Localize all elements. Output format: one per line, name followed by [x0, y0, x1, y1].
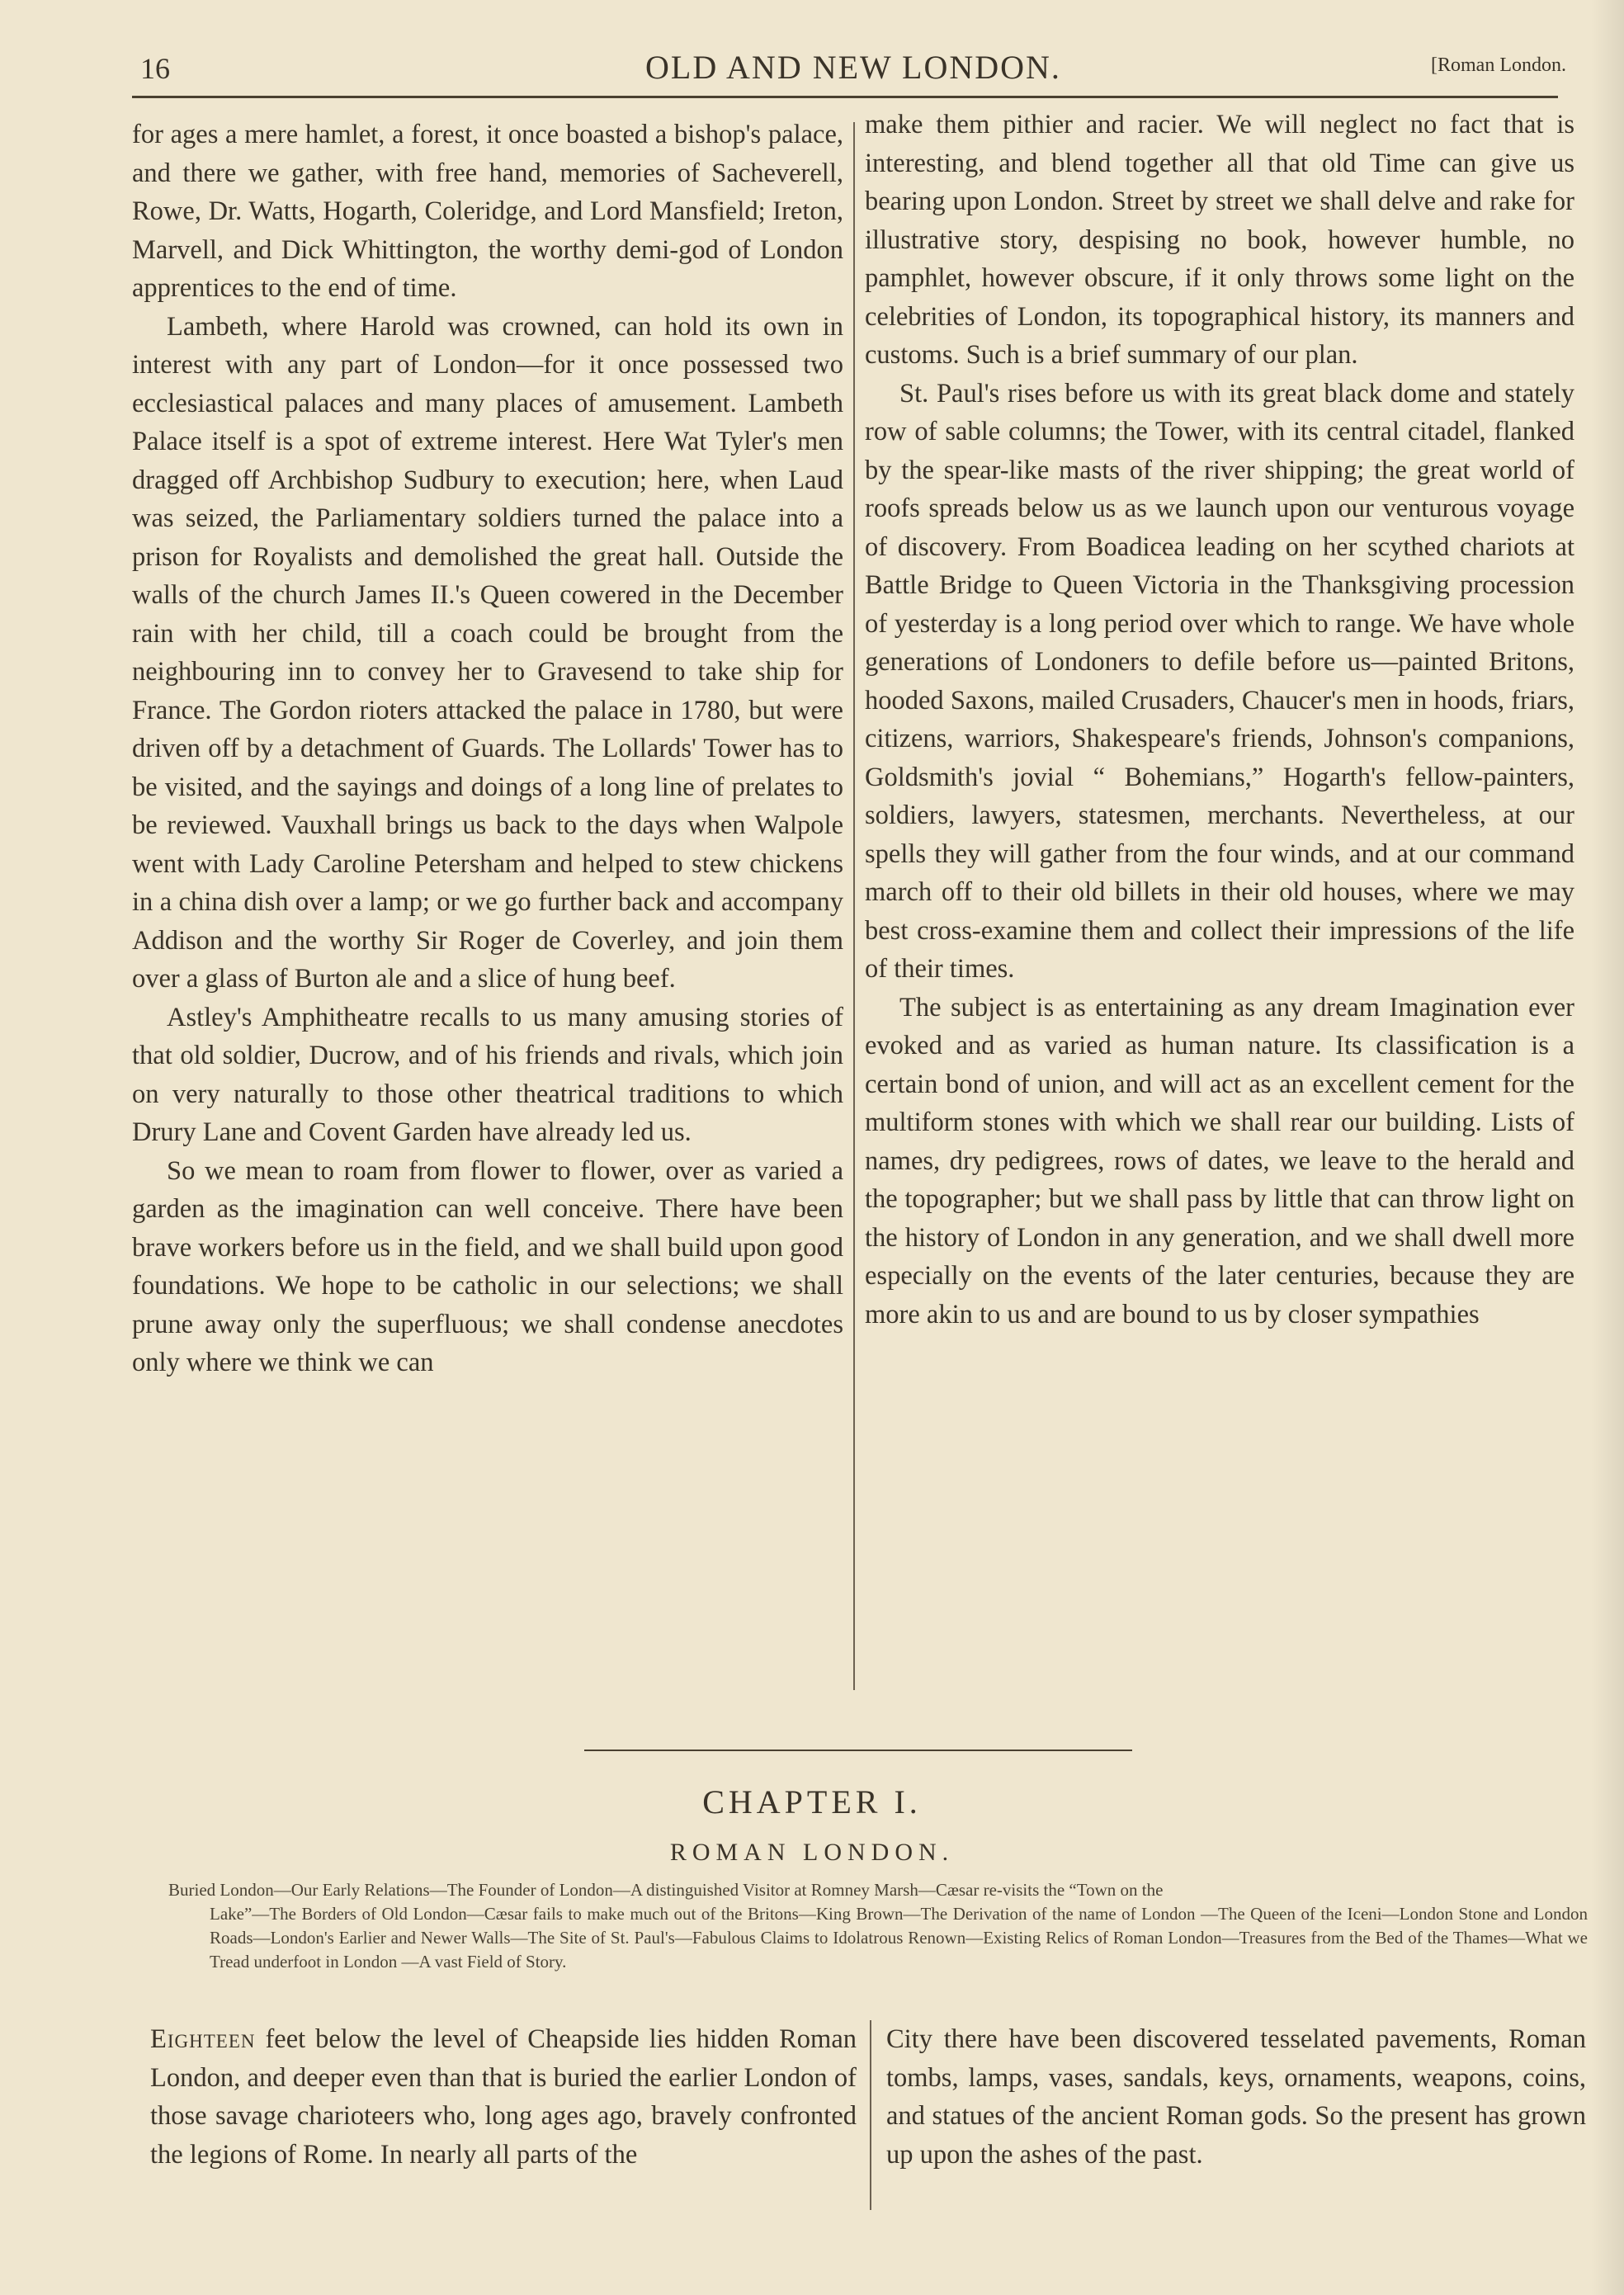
- paragraph: [150, 2020, 857, 2174]
- intro-right-column: [865, 106, 1574, 1334]
- paragraph: for ages a mere hamlet, a forest, it once boasted a bishop's palace, and there we gather, with free hand, memories of Sacheverell, Rowe, Dr. Watts, Hogarth, Coleridge, and Lord Mansfield; Ireton, Marvell, and Dick Whittington, the worthy demi-god of London apprentices to the end of time.: [132, 120, 843, 303]
- running-title: OLD AND NEW LONDON.: [645, 49, 1061, 86]
- chapter-rule: [584, 1750, 1132, 1751]
- opening-word: Eighteen: [150, 2024, 256, 2054]
- chapter-left-column: [150, 2020, 857, 2174]
- running-header: [140, 43, 1566, 92]
- synopsis-continuation: Lake”—The Borders of Old London—Cæsar fails to make much out of the Britons—King Brown—The Derivation of the name of London —The Queen of the Iceni—London Stone and London Roads—London's Earlier and Newer Walls—The Site of St. Paul's—Fabulous Claims to Idolatrous Renown—Existing Relics of Roman London—Treasures from the Bed of the Thames—What we Tread underfoot in London —A vast Field of Story.: [210, 1904, 1588, 1972]
- page-edge-shading: [1591, 0, 1624, 2295]
- chapter-title: CHAPTER I.: [702, 1783, 922, 1820]
- paragraph: make them pithier and racier. We will neglect no fact that is interesting, and blend together all that old Time can give us bearing upon London. Street by street we shall delve and rake for illustrative story, despising no book, however humble, no pamphlet, however obscure, if it only throws some light on the celebrities of London, its topographical history, its manners and customs. Such is a brief summary of our plan.: [865, 110, 1574, 370]
- chapter-right-column: [886, 2020, 1586, 2174]
- intro-left-column: [132, 116, 843, 1382]
- paragraph: Lambeth, where Harold was crowned, can hold its own in interest with any part of London—for it once possessed two ecclesiastical palaces and many places of amusement. Lambeth Palace itself is a spot of extreme interest. Here Wat Tyler's men dragged off Archbishop Sudbury to execution; here, when Laud was seized, the Parliamentary soldiers turned the palace into a prison for Royalists and demolished the great hall. Outside the walls of the church James II.'s Queen cowered in the December rain with her child, till a coach could be brought from the neighbouring inn to convey her to Gravesend to take ship for France. The Gordon rioters attacked the palace in 1780, but were driven off by a detachment of Guards. The Lollards' Tower has to be visited, and the sayings and doings of a long line of prelates to be reviewed. Vauxhall brings us back to the days when Walpole went with Lady Caroline Petersham and helped to stew chickens in a china dish over a lamp; or we go further back and accompany Addison and the worthy Sir Roger de Coverley, and join them over a glass of Burton ale and a slice of hung beef.: [132, 311, 843, 994]
- paragraph: So we mean to roam from flower to flower, over as varied a garden as the imagination can well conceive. There have been brave workers before us in the field, and we shall build upon good foundations. We hope to be catholic in our selections; we shall prune away only the superfluous; we shall condense anecdotes only where we think we can: [132, 1155, 843, 1377]
- column-divider: [853, 122, 855, 1690]
- column-divider: [870, 2020, 871, 2210]
- paragraph: Astley's Amphitheatre recalls to us many amusing stories of that old soldier, Ducrow, and of his friends and rivals, which join on very naturally to those other theatrical traditions to which Drury Lane and Covent Garden have already led us.: [132, 1002, 843, 1147]
- paragraph: St. Paul's rises before us with its great black dome and stately row of sable columns; the Tower, with its central citadel, flanked by the spear-like masts of the river shipping; the great world of roofs spreads below us as we launch upon our venturous voyage of discovery. From Boadicea leading on her scythed chariots at Battle Bridge to Queen Victoria in the Thanksgiving procession of yesterday is a long period over which to range. We have whole generations of Londoners to defile before us—painted Britons, hooded Saxons, mailed Crusaders, Chaucer's men in hoods, friars, citizens, warriors, Shakespeare's friends, Johnson's companions, Goldsmith's jovial “ Bohemians,” Hogarth's fellow-painters, soldiers, lawyers, statesmen, merchants. Nevertheless, at our spells they will gather from the four winds, and at our command march off to their old billets in their old houses, where we may best cross-examine them and collect their impressions of the life of their times.: [865, 378, 1574, 984]
- paragraph: City there have been discovered tesselated pavements, Roman tombs, lamps, vases, sandals, keys, ornaments, weapons, coins, and statues of the ancient Roman gods. So the present has grown up upon the ashes of the past.: [886, 2024, 1586, 2170]
- paragraph: The subject is as entertaining as any dream Imagination ever evoked and as varied as human nature. Its classification is a certain bond of union, and will act as an excellent cement for the multiform stones with which we shall rear our building. Lists of names, dry pedigrees, rows of dates, we leave to the herald and the topographer; but we shall pass by little that can throw light on the history of London in any generation, and we shall dwell more especially on the events of the later centuries, because they are more akin to us and are bound to us by closer sympathies: [865, 992, 1574, 1329]
- page-number: 16: [140, 52, 170, 85]
- chapter-subtitle: ROMAN LONDON.: [669, 1839, 955, 1866]
- synopsis-first-line: Buried London—Our Early Relations—The Founder of London—A distinguished Visitor at Romney Marsh—Cæsar re-visits the “Town on the: [168, 1880, 1164, 1900]
- header-rule: [132, 96, 1558, 98]
- chapter-synopsis: [168, 1878, 1588, 1974]
- running-section: [Roman London.: [1431, 54, 1566, 76]
- opening-text: feet below the level of Cheapside lies hidden Roman London, and deeper even than that is buried the earlier London of those savage charioteers who, long ages ago, bravely confronted the legions of Rome. In nearly all parts of the: [150, 2024, 857, 2170]
